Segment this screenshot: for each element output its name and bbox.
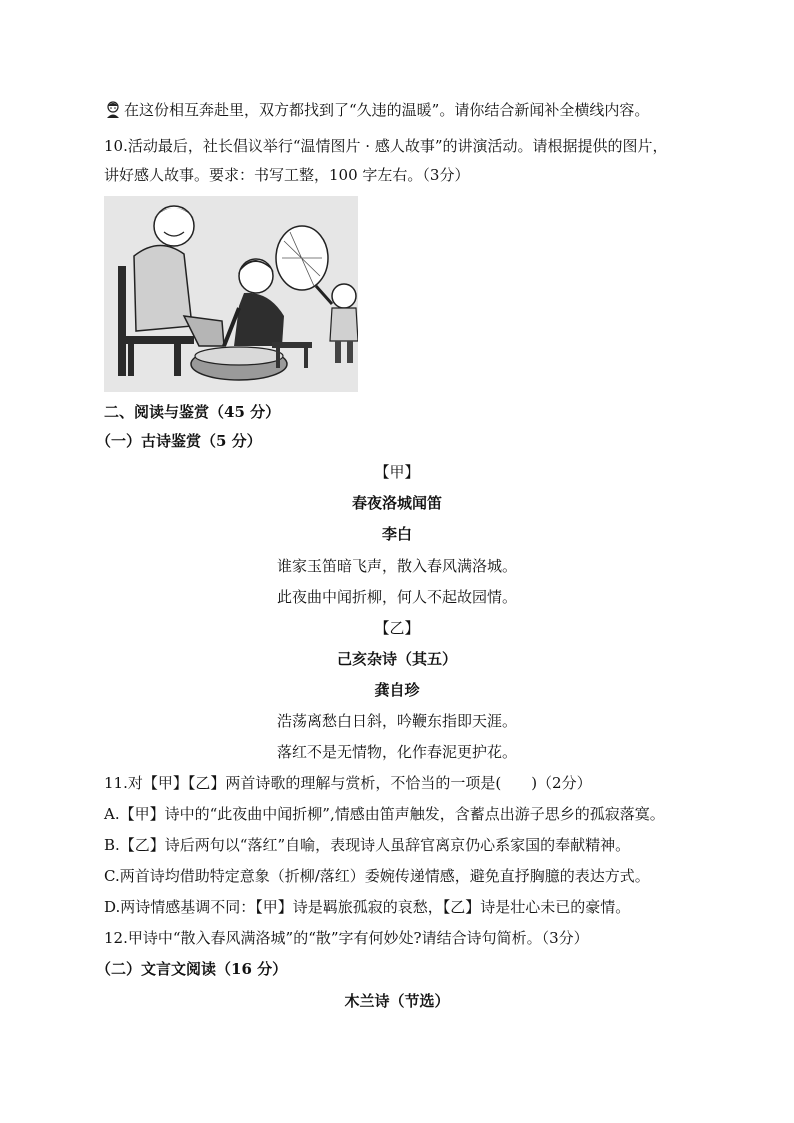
- question-12: 12.甲诗中“散入春风满洛城”的“散”字有何妙处?请结合诗句简析。（3分）: [104, 929, 589, 947]
- poem-b-title: 己亥杂诗（其五）: [336, 650, 457, 668]
- section-2-title: 二、阅读与鉴赏（45 分）: [104, 403, 281, 421]
- poem-a-tag: 【甲】: [374, 463, 420, 481]
- poem-b-line-2: 落红不是无情物，化作春泥更护花。: [276, 743, 517, 761]
- poem-c-title: 木兰诗（节选）: [344, 992, 450, 1010]
- poem-a-title: 春夜洛城闻笛: [351, 494, 442, 512]
- poem-b-author: 龚自珍: [374, 681, 420, 699]
- question-11-option-b: B.【乙】诗后两句以“落红”自喻，表现诗人虽辞官离京仍心系家国的奉献精神。: [104, 836, 631, 854]
- question-10-line1: 10.活动最后，社长倡议举行“温情图片 · 感人故事”的讲演活动。请根据提供的图片，: [104, 137, 668, 155]
- question-11-stem: 11.对【甲】【乙】两首诗歌的理解与赏析，不恰当的一项是( )（2分）: [104, 774, 592, 792]
- subsection-2-title: （二）文言文阅读（16 分）: [96, 960, 288, 978]
- poem-a-author: 李白: [381, 525, 412, 543]
- poem-a-line-1: 谁家玉笛暗飞声，散入春风满洛城。: [276, 557, 517, 575]
- poem-b-line-1: 浩荡离愁白日斜，吟鞭东指即天涯。: [276, 712, 517, 730]
- question-10-line2: 讲好感人故事。要求：书写工整，100 字左右。（3分）: [104, 166, 470, 184]
- question-11-option-a: A.【甲】诗中的“此夜曲中闻折柳”,情感由笛声触发，含蓄点出游子思乡的孤寂落寞。: [104, 805, 665, 823]
- intro-line: 在这份相互奔赴里，双方都找到了“久违的温暖”。请你结合新闻补全横线内容。: [104, 100, 794, 120]
- person-icon: [104, 100, 122, 118]
- illustration-foot-washing: [104, 196, 358, 392]
- question-11-option-c: C.两首诗均借助特定意象（折柳/落红）委婉传递情感，避免直抒胸臆的表达方式。: [104, 867, 650, 885]
- question-11-option-d: D.两诗情感基调不同：【甲】诗是羁旅孤寂的哀愁，【乙】诗是壮心未已的豪情。: [104, 898, 631, 916]
- poem-b-tag: 【乙】: [374, 619, 420, 637]
- poem-a-line-2: 此夜曲中闻折柳，何人不起故园情。: [276, 588, 517, 606]
- subsection-1-title: （一）古诗鉴赏（5 分）: [96, 432, 262, 450]
